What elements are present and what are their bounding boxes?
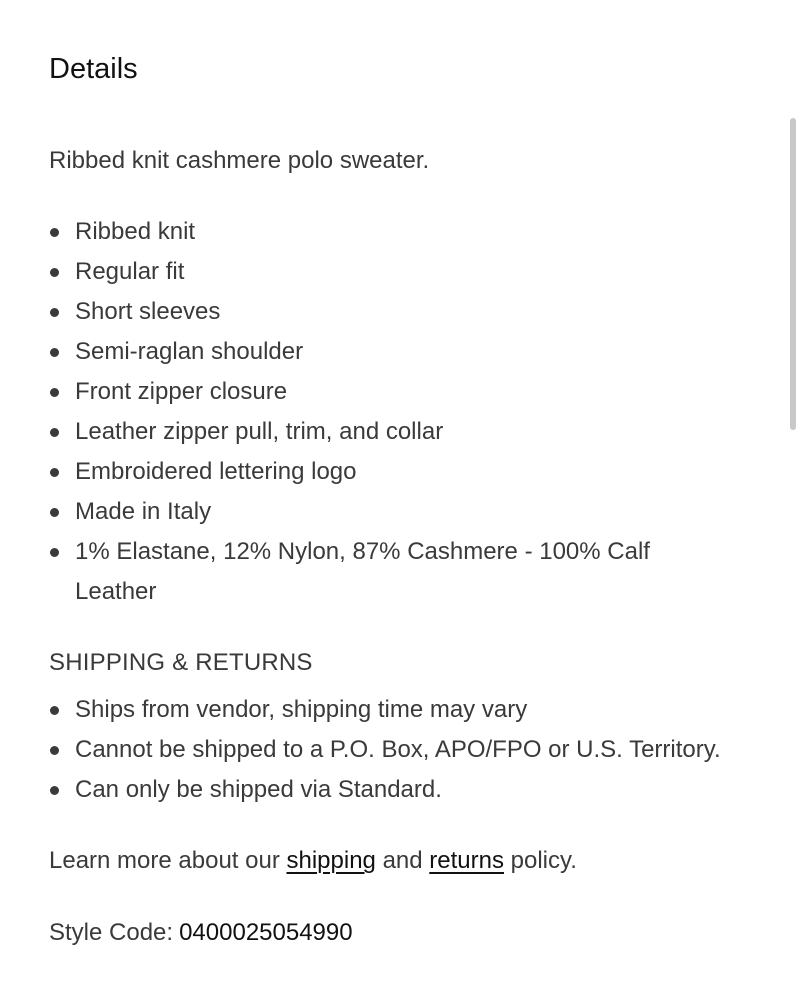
- feature-text: Ribbed knit: [75, 218, 196, 245]
- bullet-icon: [50, 746, 59, 755]
- style-code: [49, 916, 353, 950]
- shipping-text: Ships from vendor, shipping time may vary: [75, 696, 528, 723]
- feature-text: Semi-raglan shoulder: [75, 338, 304, 365]
- feature-item: [49, 252, 749, 292]
- feature-text: Front zipper closure: [75, 378, 288, 405]
- bullet-icon: [50, 706, 59, 715]
- details-heading: Details: [49, 53, 138, 85]
- feature-item: [49, 332, 749, 372]
- shipping-policy-link[interactable]: shipping: [286, 847, 376, 874]
- feature-text: Leather zipper pull, trim, and collar: [75, 418, 444, 445]
- shipping-item: [49, 770, 749, 810]
- policy-middle: and: [382, 847, 423, 874]
- bullet-icon: [50, 228, 59, 237]
- feature-item: [49, 452, 749, 492]
- feature-item: [49, 412, 749, 452]
- bullet-icon: [50, 468, 59, 477]
- scrollbar-thumb[interactable]: [790, 118, 796, 430]
- returns-policy-link[interactable]: returns: [429, 847, 504, 874]
- bullet-icon: [50, 508, 59, 517]
- shipping-text: Can only be shipped via Standard.: [75, 776, 442, 803]
- bullet-icon: [50, 308, 59, 317]
- style-code-value: 0400025054990: [179, 919, 353, 946]
- feature-text: Short sleeves: [75, 298, 221, 325]
- policy-suffix: policy.: [510, 847, 577, 874]
- feature-item: [49, 372, 749, 412]
- shipping-list: [49, 690, 749, 810]
- feature-text: Made in Italy: [75, 498, 212, 525]
- shipping-item: [49, 690, 749, 730]
- shipping-returns-heading: SHIPPING & RETURNS: [49, 649, 313, 676]
- policy-sentence: [49, 844, 577, 878]
- feature-item: [49, 492, 749, 532]
- feature-item: [49, 292, 749, 332]
- feature-item: [49, 212, 749, 252]
- shipping-item: [49, 730, 749, 770]
- shipping-text: Cannot be shipped to a P.O. Box, APO/FPO or U.S. Territory.: [75, 736, 721, 763]
- policy-prefix: Learn more about our: [49, 847, 280, 874]
- style-code-label: Style Code:: [49, 919, 174, 946]
- feature-text: Embroidered lettering logo: [75, 458, 357, 485]
- feature-text: Regular fit: [75, 258, 185, 285]
- bullet-icon: [50, 348, 59, 357]
- feature-item: [49, 532, 695, 612]
- bullet-icon: [50, 428, 59, 437]
- bullet-icon: [50, 548, 59, 557]
- product-description: Ribbed knit cashmere polo sweater.: [49, 147, 430, 174]
- bullet-icon: [50, 786, 59, 795]
- bullet-icon: [50, 268, 59, 277]
- feature-list: [49, 212, 749, 612]
- feature-text: 1% Elastane, 12% Nylon, 87% Cashmere - 100% Calf Leather: [75, 538, 650, 605]
- bullet-icon: [50, 388, 59, 397]
